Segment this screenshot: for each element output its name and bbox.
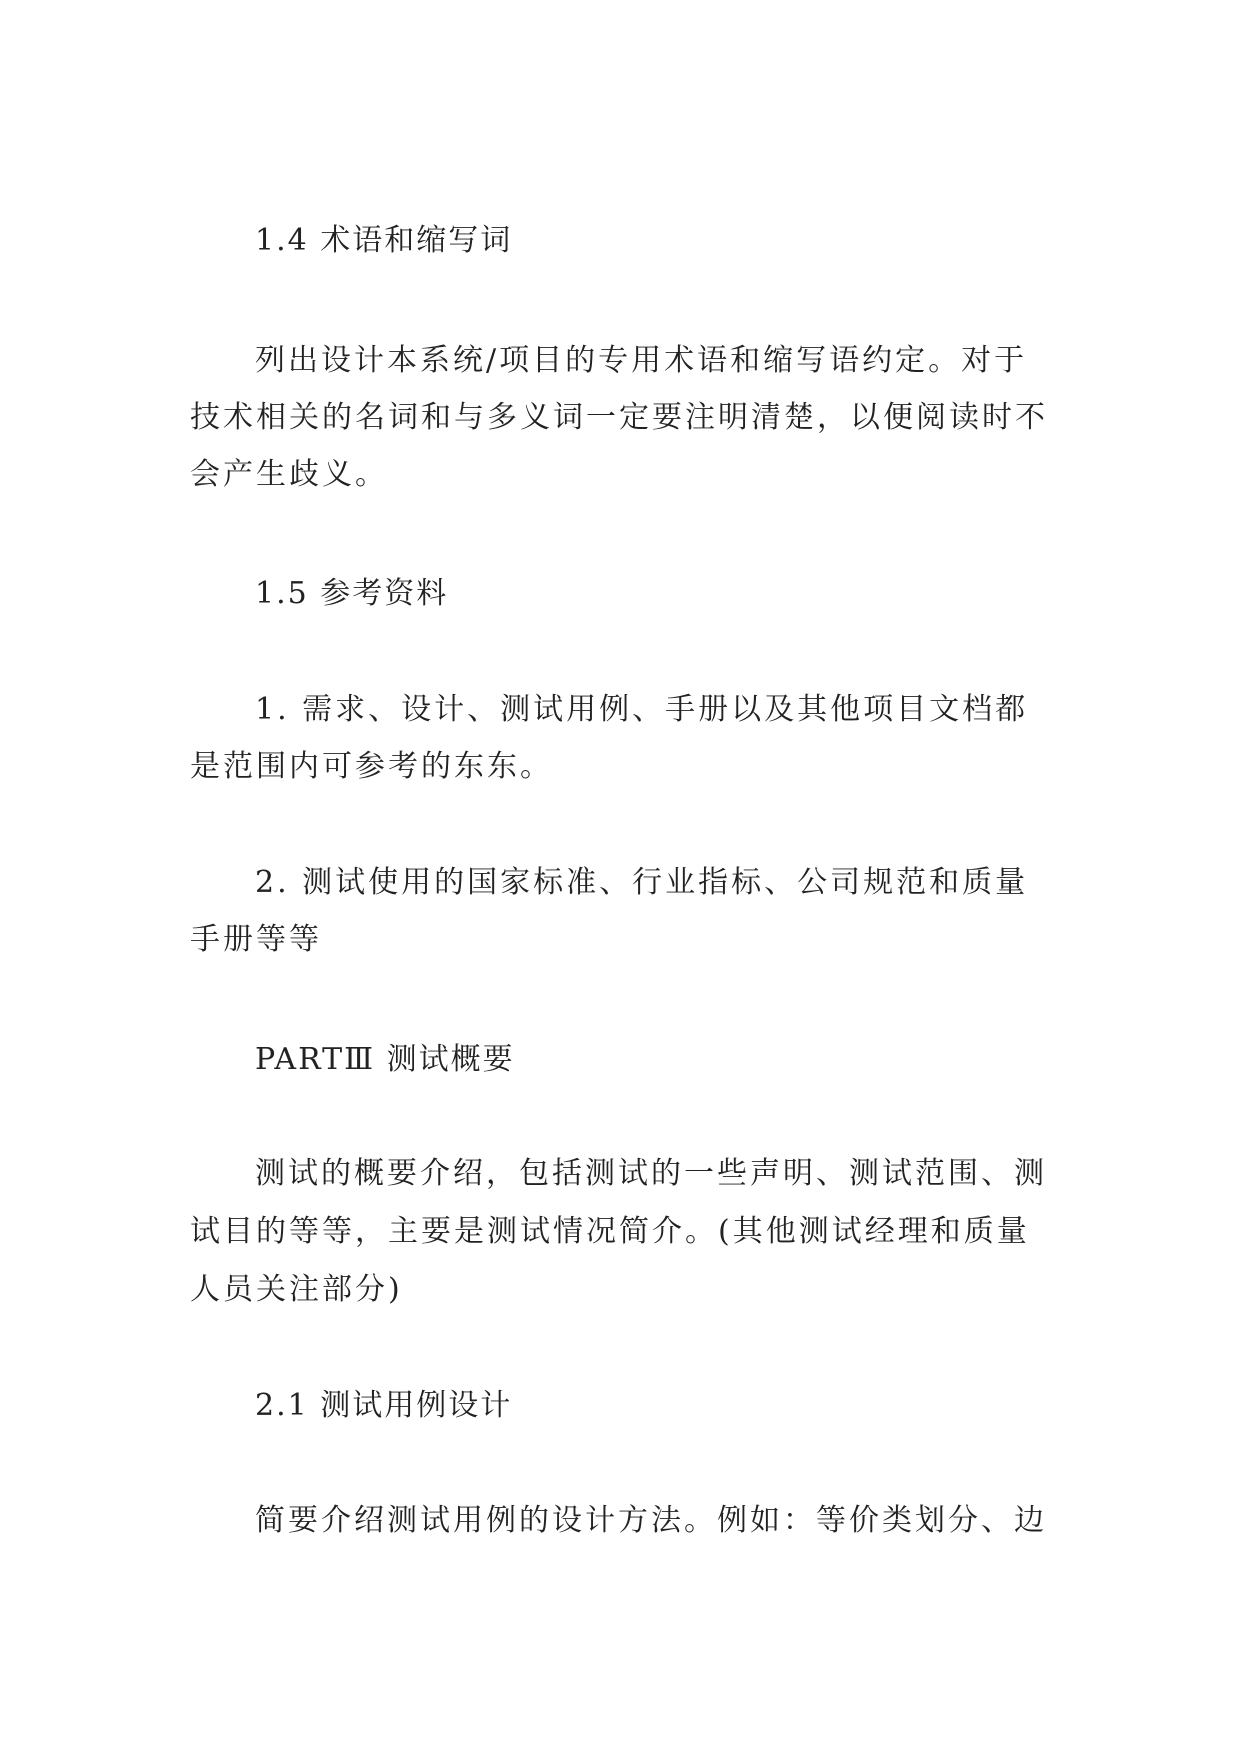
section-heading-references: 1.5 参考资料 [255,576,449,611]
paragraph-ref2-line-2: 手册等等 [190,922,322,957]
section-heading-terms: 1.4 术语和缩写词 [255,223,513,258]
paragraph-overview-line-1: 测试的概要介绍，包括测试的一些声明、测试范围、测 [255,1156,1047,1191]
paragraph-overview-line-2: 试目的等等，主要是测试情况简介。(其他测试经理和质量 [190,1214,1030,1249]
paragraph-overview-line-3: 人员关注部分) [190,1272,403,1307]
paragraph-ref1-line-1: 1. 需求、设计、测试用例、手册以及其他项目文档都 [255,692,1029,727]
paragraph-terms-line-2: 技术相关的名词和与多义词一定要注明清楚，以便阅读时不 [190,400,1048,435]
section-heading-part3: PARTⅢ 测试概要 [255,1042,515,1077]
paragraph-terms-line-3: 会产生歧义。 [190,457,388,492]
paragraph-ref2-line-1: 2. 测试使用的国家标准、行业指标、公司规范和质量 [255,865,1029,900]
section-heading-test-case-design: 2.1 测试用例设计 [255,1388,513,1423]
paragraph-terms-line-1: 列出设计本系统/项目的专用术语和缩写语约定。对于 [255,343,1028,378]
paragraph-ref1-line-2: 是范围内可参考的东东。 [190,749,553,784]
paragraph-design-line-1: 简要介绍测试用例的设计方法。例如：等价类划分、边 [255,1503,1047,1538]
